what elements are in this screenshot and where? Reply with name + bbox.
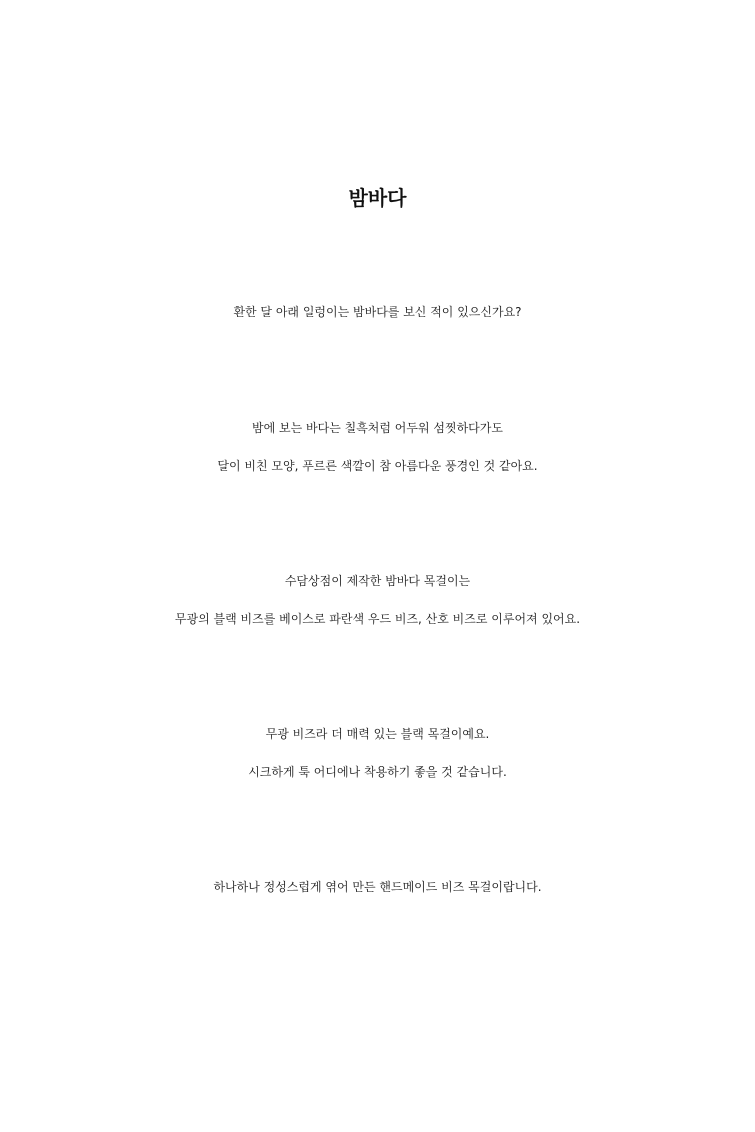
paragraph-line: 무광의 블랙 비즈를 베이스로 파란색 우드 비즈, 산호 비즈로 이루어져 있어요. xyxy=(174,612,581,626)
paragraph-line: 밤에 보는 바다는 칠흑처럼 어두워 섬찟하다가도 xyxy=(252,421,503,435)
paragraph-night-sea xyxy=(0,409,755,485)
paragraph-line: 시크하게 툭 어디에나 착용하기 좋을 것 같습니다. xyxy=(248,765,507,779)
paragraph-line: 하나하나 정성스럽게 엮어 만든 핸드메이드 비즈 목걸이랍니다. xyxy=(213,880,542,894)
paragraph-intro xyxy=(0,293,755,331)
paragraph-line: 달이 비친 모양, 푸르른 색깔이 참 아름다운 풍경인 것 같아요. xyxy=(217,459,538,473)
page-title: 밤바다 xyxy=(348,186,407,210)
paragraph-line: 무광 비즈라 더 매력 있는 블랙 목걸이예요. xyxy=(265,727,490,741)
paragraph-line: 환한 달 아래 일렁이는 밤바다를 보신 적이 있으신가요? xyxy=(233,305,522,319)
paragraph-style xyxy=(0,715,755,791)
paragraph-handmade xyxy=(0,868,755,906)
paragraph-line: 수담상점이 제작한 밤바다 목걸이는 xyxy=(284,574,471,588)
paragraph-materials xyxy=(0,562,755,638)
